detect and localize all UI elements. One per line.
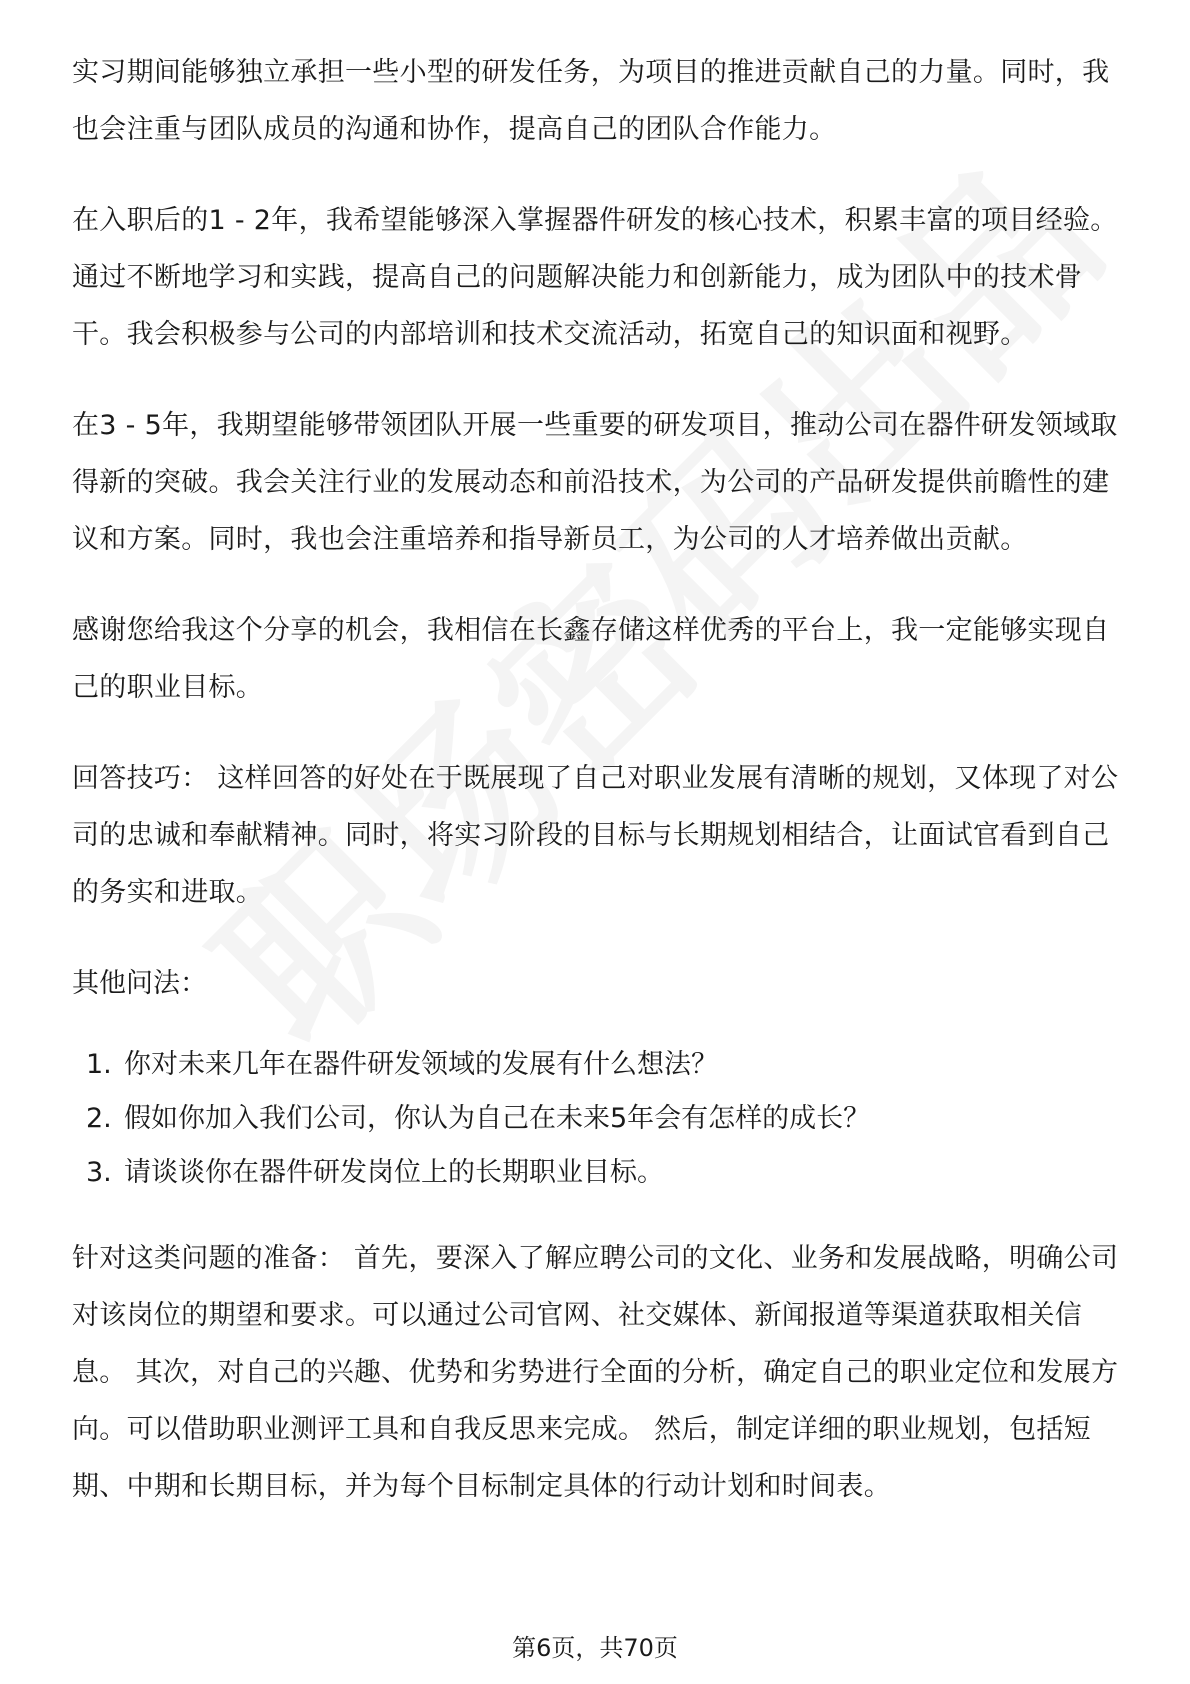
list-item-text: 请谈谈你在器件研发岗位上的长期职业目标。: [124, 1157, 664, 1188]
page-footer: 第6页，共70页: [512, 1634, 678, 1662]
paragraph-thanks: 感谢您给我这个分享的机会，我相信在长鑫存储这样优秀的平台上，我一定能够实现自己的职业目标。: [72, 615, 1110, 703]
list-item-number: 1.: [86, 1049, 112, 1080]
list-item-text: 你对未来几年在器件研发领域的发展有什么想法？: [124, 1049, 718, 1080]
list-item-text: 假如你加入我们公司，你认为自己在未来5年会有怎样的成长？: [124, 1103, 871, 1134]
list-item-number: 2.: [86, 1103, 112, 1134]
list-item: [86, 1038, 1122, 1092]
list-item: [86, 1146, 1122, 1200]
list-item-number: 3.: [86, 1157, 112, 1188]
paragraph-preparation: 针对这类问题的准备： 首先，要深入了解应聘公司的文化、业务和发展战略，明确公司对该岗位的期望和要求。可以通过公司官网、社交媒体、新闻报道等渠道获取相关信息。 其次，对自己的兴趣、优势和劣势进行全面的分析，确定自己的职业定位和发展方向。可以借助职业测评工具和自我反思来完成。 然后，制定详细的职业规划，包括短期、中期和长期目标，并为每个目标制定具体的行动计划和时间表。: [72, 1243, 1119, 1502]
document-body: [72, 44, 1122, 1549]
paragraph-answer-tips: 回答技巧： 这样回答的好处在于既展现了自己对职业发展有清晰的规划，又体现了对公司的忠诚和奉献精神。同时，将实习阶段的目标与长期规划相结合，让面试官看到自己的务实和进取。: [72, 763, 1119, 908]
paragraph-internship: 实习期间能够独立承担一些小型的研发任务，为项目的推进贡献自己的力量。同时，我也会注重与团队成员的沟通和协作，提高自己的团队合作能力。: [72, 57, 1110, 145]
list-item: [86, 1092, 1122, 1146]
paragraph-3-5-years: 在3 - 5年，我期望能够带领团队开展一些重要的研发项目，推动公司在器件研发领域取得新的突破。我会关注行业的发展动态和前沿技术，为公司的产品研发提供前瞻性的建议和方案。同时，我也会注重培养和指导新员工，为公司的人才培养做出贡献。: [72, 410, 1118, 555]
other-questions-heading: 其他问法：: [72, 968, 207, 999]
paragraph-1-2-years: 在入职后的1 - 2年，我希望能够深入掌握器件研发的核心技术，积累丰富的项目经验。通过不断地学习和实践，提高自己的问题解决能力和创新能力，成为团队中的技术骨干。我会积极参与公司的内部培训和技术交流活动，拓宽自己的知识面和视野。: [72, 205, 1118, 350]
other-questions-list: [72, 1038, 1122, 1200]
